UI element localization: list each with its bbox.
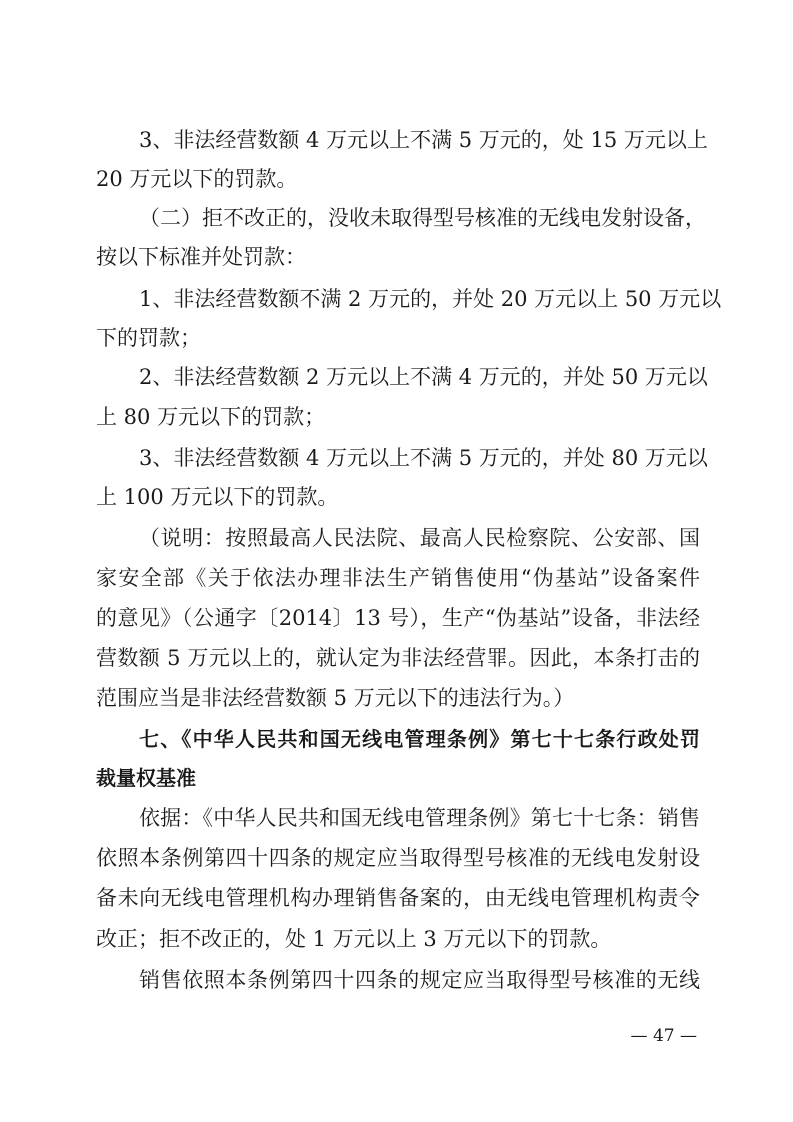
paragraph-line: 营数额 5 万元以上的，就认定为非法经营罪。因此，本条打击的: [96, 646, 700, 670]
section-heading-line: 七、《中华人民共和国无线电管理条例》第七十七条行政处罚: [139, 727, 700, 751]
page-number: — 47 —: [630, 1026, 697, 1046]
paragraph-line: 20 万元以下的罚款。: [96, 167, 298, 191]
section-heading-line: 裁量权基准: [96, 766, 196, 790]
paragraph-line: 3、非法经营数额 4 万元以上不满 5 万元的，并处 80 万元以: [139, 446, 708, 470]
paragraph-line: 下的罚款；: [96, 326, 201, 350]
paragraph-line: （说明：按照最高人民法院、最高人民检察院、公安部、国: [139, 526, 700, 550]
paragraph-line: 依据：《中华人民共和国无线电管理条例》第七十七条：销售: [139, 806, 700, 830]
paragraph-line: 范围应当是非法经营数额 5 万元以下的违法行为。）: [96, 686, 575, 710]
paragraph-line: 的意见》（公通字〔2014〕13 号），生产“伪基站”设备，非法经: [96, 606, 700, 630]
paragraph-line: 销售依照本条例第四十四条的规定应当取得型号核准的无线: [139, 968, 700, 992]
paragraph-line: （二）拒不改正的，没收未取得型号核准的无线电发射设备，: [139, 206, 706, 230]
paragraph-line: 按以下标准并处罚款：: [96, 245, 306, 269]
paragraph-line: 备未向无线电管理机构办理销售备案的，由无线电管理机构责令: [96, 886, 700, 910]
paragraph-line: 改正；拒不改正的，处 1 万元以上 3 万元以下的罚款。: [96, 927, 612, 951]
paragraph-line: 上 100 万元以下的罚款。: [96, 485, 339, 509]
paragraph-line: 2、非法经营数额 2 万元以上不满 4 万元的，并处 50 万元以: [139, 365, 708, 389]
paragraph-line: 依照本条例第四十四条的规定应当取得型号核准的无线电发射设: [96, 846, 700, 870]
paragraph-line: 3、非法经营数额 4 万元以上不满 5 万元的，处 15 万元以上: [139, 128, 708, 152]
paragraph-line: 家安全部《关于依法办理非法生产销售使用“伪基站”设备案件: [96, 566, 700, 590]
paragraph-line: 上 80 万元以下的罚款；: [96, 405, 326, 429]
paragraph-line: 1、非法经营数额不满 2 万元的，并处 20 万元以上 50 万元以: [139, 287, 722, 311]
